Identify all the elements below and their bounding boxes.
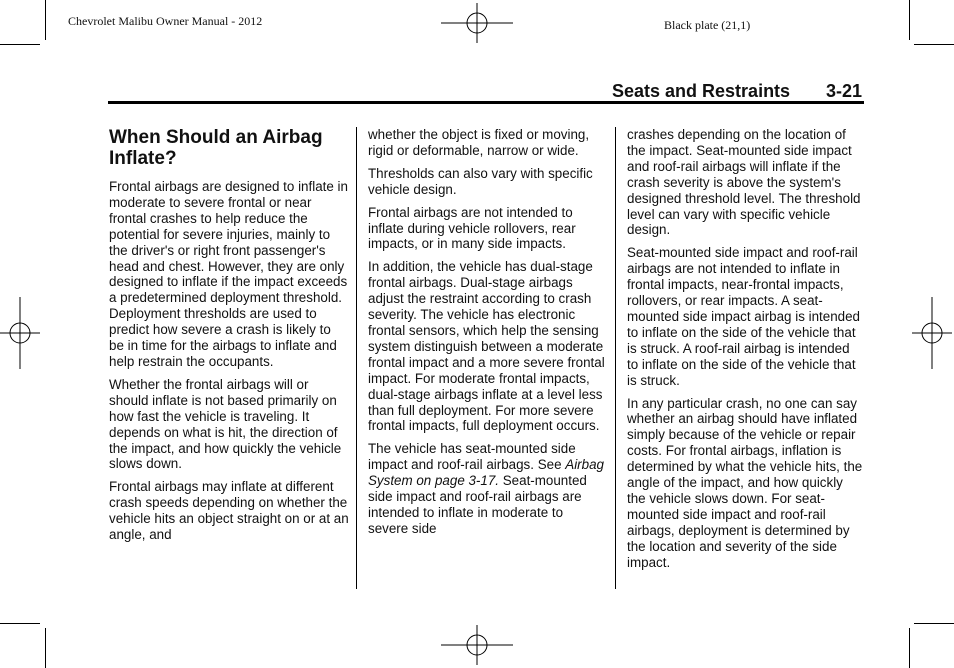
registration-mark-icon bbox=[441, 3, 513, 43]
paragraph: Thresholds can also vary with specific vehicle design. bbox=[368, 165, 593, 197]
paragraph: Frontal airbags are not intended to inflate during vehicle rollovers, rear impacts, or in many side impacts. bbox=[368, 204, 576, 252]
column-1 bbox=[109, 127, 349, 550]
crop-mark bbox=[909, 0, 910, 40]
paragraph: crashes depending on the location of the impact. Seat-mounted side impact and roof-rail airbags will inflate if the crash severity is above the system's designed threshold level. The threshold level can vary with specific vehicle design. bbox=[627, 127, 861, 238]
plate-label: Black plate (21,1) bbox=[664, 18, 751, 32]
crop-mark bbox=[0, 44, 40, 45]
crop-mark bbox=[914, 44, 954, 45]
column-divider bbox=[356, 127, 357, 589]
heading-line-1: When Should an Airbag bbox=[109, 127, 323, 148]
paragraph-text: The vehicle has seat-mounted side impact and roof-rail airbags. See bbox=[368, 441, 576, 473]
registration-mark-icon bbox=[441, 625, 513, 665]
paragraph: Frontal airbags may inflate at different crash speeds depending on whether the vehicle hits an object straight on or at an angle, and bbox=[109, 479, 349, 543]
crop-mark bbox=[914, 623, 954, 624]
column-divider bbox=[615, 127, 616, 589]
registration-mark-icon bbox=[0, 297, 40, 369]
paragraph: Seat-mounted side impact and roof-rail airbags are not intended to inflate in frontal impacts, near-frontal impacts, rollovers, or rear impacts. A seat-mounted side impact airbag is intended to inflate on the side of the vehicle that is struck. A roof-rail airbag is intended to inflate on the side of the vehicle that is struck. bbox=[627, 245, 860, 388]
paragraph-text: Seat-mounted side impact and roof-rail airbags are intended to inflate in moderate to severe side bbox=[368, 473, 587, 536]
paragraph bbox=[368, 441, 606, 536]
crop-mark bbox=[909, 628, 910, 668]
header-rule bbox=[108, 101, 864, 104]
paragraph: In any particular crash, no one can say whether an airbag should have inflated simply because of the vehicle or repair costs. For frontal airbags, inflation is determined by what the vehicle hits, the angle of the impact, and how quickly the vehicle slows down. For seat-mounted side impact and roof-rail airbags, deployment is determined by the location and severity of the side impact. bbox=[627, 395, 863, 570]
paragraph: In addition, the vehicle has dual-stage frontal airbags. Dual-stage airbags adjust the restraint according to crash severity. The vehicle has electronic frontal sensors, which help the sensing system distinguish between a moderate frontal impact and a more severe frontal impact. For moderate frontal impacts, dual-stage airbags inflate at a level less than full deployment. For more severe frontal impacts, full deployment occurs. bbox=[368, 259, 605, 434]
crop-mark bbox=[0, 623, 40, 624]
manual-title: Chevrolet Malibu Owner Manual - 2012 bbox=[68, 14, 263, 28]
paragraph: Frontal airbags are designed to inflate in moderate to severe frontal or near frontal crashes to help reduce the potential for severe injuries, mainly to the driver's or right front passenger's head and chest. However, they are only designed to inflate if the impact exceeds a predetermined deployment threshold. Deployment thresholds are used to predict how severe a crash is likely to be in time for the airbags to inflate and help restrain the occupants. bbox=[109, 179, 348, 369]
crop-mark bbox=[45, 628, 46, 668]
column-3 bbox=[627, 127, 864, 577]
crop-mark bbox=[45, 0, 46, 40]
heading-line-2: Inflate? bbox=[109, 148, 177, 169]
page-number: 3-21 bbox=[826, 81, 863, 101]
cross-reference-link[interactable]: Airbag System on page 3-17. bbox=[368, 457, 604, 489]
article-heading bbox=[109, 127, 349, 169]
column-2 bbox=[368, 127, 606, 544]
section-title: Seats and Restraints bbox=[612, 81, 791, 101]
paragraph: whether the object is fixed or moving, rigid or deformable, narrow or wide. bbox=[368, 127, 590, 158]
paragraph: Whether the frontal airbags will or should inflate is not based primarily on how fast the vehicle is traveling. It depends on what is hit, the direction of the impact, and how quickly the vehicle slows down. bbox=[109, 376, 342, 472]
registration-mark-icon bbox=[912, 297, 952, 369]
